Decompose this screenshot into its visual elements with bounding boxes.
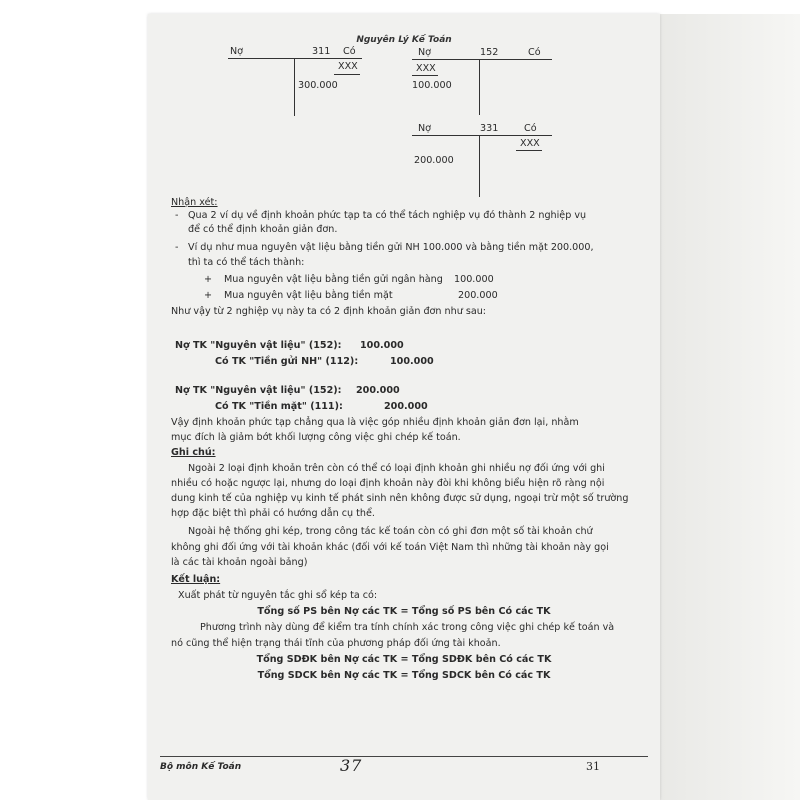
t-debit-entry: 200.000: [414, 155, 454, 166]
entry-debit: Nợ TK "Nguyên vật liệu" (152):: [175, 385, 342, 396]
conclusion-text: Xuất phát từ nguyên tắc ghi sổ kép ta có:: [178, 590, 378, 601]
page-header: Nguyên Lý Kế Toán: [356, 35, 452, 45]
t-credit-label: Có: [524, 123, 537, 134]
entry-credit-value: 200.000: [384, 401, 428, 412]
note-text: không ghi đối ứng với tài khoản khác (đối với kế toán Việt Nam thì những tài khoản này gọi: [171, 542, 609, 553]
page-number: 31: [586, 760, 600, 773]
note-text: dung kinh tế của nghiệp vụ kinh tế phát sinh nên không được sử dụng, ngoại trừ một số trường: [171, 493, 629, 504]
equation-sddk: Tổng SDĐK bên Nợ các TK = Tổng SDĐK bên Có các TK: [256, 654, 552, 665]
note-text: là các tài khoản ngoài bảng): [171, 557, 308, 568]
t-vertical-line: [294, 58, 295, 116]
t-horizontal-line: [228, 58, 362, 59]
document-page: [148, 14, 660, 800]
footer-department: Bộ môn Kế Toán: [160, 762, 242, 772]
remark-summary: Như vậy từ 2 nghiệp vụ này ta có 2 định khoản giản đơn như sau:: [171, 306, 487, 317]
entry-underline: [412, 75, 438, 76]
sub-item-label: Mua nguyên vật liệu bằng tiền gửi ngân hàng: [224, 274, 443, 285]
note-text: Ngoài hệ thống ghi kép, trong công tác kế toán còn có ghi đơn một số tài khoản chứ: [188, 526, 593, 537]
note-heading: Ghi chú:: [171, 447, 216, 458]
remark-text: Ví dụ như mua nguyên vật liệu bằng tiền gửi NH 100.000 và bằng tiền mặt 200.000,: [188, 242, 594, 253]
entry-credit-value: 100.000: [390, 356, 434, 367]
remark-text: thì ta có thể tách thành:: [188, 257, 305, 268]
conclusion-heading: Kết luận:: [171, 574, 221, 585]
note-text: hợp đặc biệt thì phải có hướng dẫn cụ thể.: [171, 508, 375, 519]
t-debit-entry: 100.000: [412, 80, 452, 91]
t-account-number: 152: [480, 47, 499, 58]
t-credit-label: Có: [343, 46, 356, 57]
entry-underline: [516, 150, 542, 151]
entry-underline: [334, 74, 360, 75]
note-text: nhiều có hoặc ngược lại, nhưng do loại định khoản này đòi khi không biểu hiện rõ ràng nội: [171, 478, 605, 489]
remark-text: để có thể định khoản giản đơn.: [188, 224, 338, 235]
footer-rule: [160, 756, 648, 757]
paragraph-text: mục đích là giảm bớt khối lượng công việc ghi chép kế toán.: [171, 432, 461, 443]
t-debit-label: Nợ: [230, 46, 244, 57]
entry-debit: Nợ TK "Nguyên vật liệu" (152):: [175, 340, 342, 351]
note-text: Ngoài 2 loại định khoản trên còn có thể có loại định khoản ghi nhiều nợ đối ứng với ghi: [188, 463, 605, 474]
conclusion-text: nó cũng thể hiện trạng thái tĩnh của phương pháp đối ứng tài khoản.: [171, 638, 501, 649]
bullet-dash: -: [175, 242, 179, 253]
entry-debit-value: 100.000: [360, 340, 404, 351]
entry-credit: Có TK "Tiền gửi NH" (112):: [215, 356, 359, 367]
t-debit-entry: 300.000: [298, 80, 338, 91]
bullet-plus: +: [204, 290, 213, 301]
t-debit-entry: XXX: [416, 63, 436, 74]
bullet-plus: +: [204, 274, 213, 285]
t-credit-entry: XXX: [520, 138, 540, 149]
t-account-number: 311: [312, 46, 331, 57]
adjacent-page-edge: [660, 14, 800, 800]
remark-text: Qua 2 ví dụ về định khoản phức tạp ta có thể tách nghiệp vụ đó thành 2 nghiệp vụ: [188, 210, 587, 221]
entry-debit-value: 200.000: [356, 385, 400, 396]
sub-item-value: 100.000: [454, 274, 494, 285]
entry-credit: Có TK "Tiền mặt" (111):: [215, 401, 343, 412]
t-vertical-line: [479, 59, 480, 115]
conclusion-text: Phương trình này dùng để kiểm tra tính chính xác trong công việc ghi chép kế toán và: [200, 622, 615, 633]
paragraph-text: Vậy định khoản phức tạp chẳng qua là việc góp nhiều định khoản giản đơn lại, nhằm: [171, 417, 579, 428]
t-horizontal-line: [412, 59, 552, 60]
remark-heading: Nhận xét:: [171, 197, 218, 208]
bullet-dash: -: [175, 210, 179, 221]
t-credit-label: Có: [528, 47, 541, 58]
t-vertical-line: [479, 135, 480, 197]
sub-item-label: Mua nguyên vật liệu bằng tiền mặt: [224, 290, 393, 301]
t-debit-label: Nợ: [418, 123, 432, 134]
t-debit-label: Nợ: [418, 47, 432, 58]
t-credit-entry: XXX: [338, 61, 358, 72]
equation-ps: Tổng số PS bên Nợ các TK = Tổng số PS bên Có các TK: [257, 606, 551, 617]
t-account-number: 331: [480, 123, 499, 134]
sub-item-value: 200.000: [458, 290, 498, 301]
t-horizontal-line: [412, 135, 552, 136]
handwritten-page-number: 37: [340, 756, 363, 775]
equation-sdck: Tổng SDCK bên Nợ các TK = Tổng SDCK bên Có các TK: [257, 670, 551, 681]
